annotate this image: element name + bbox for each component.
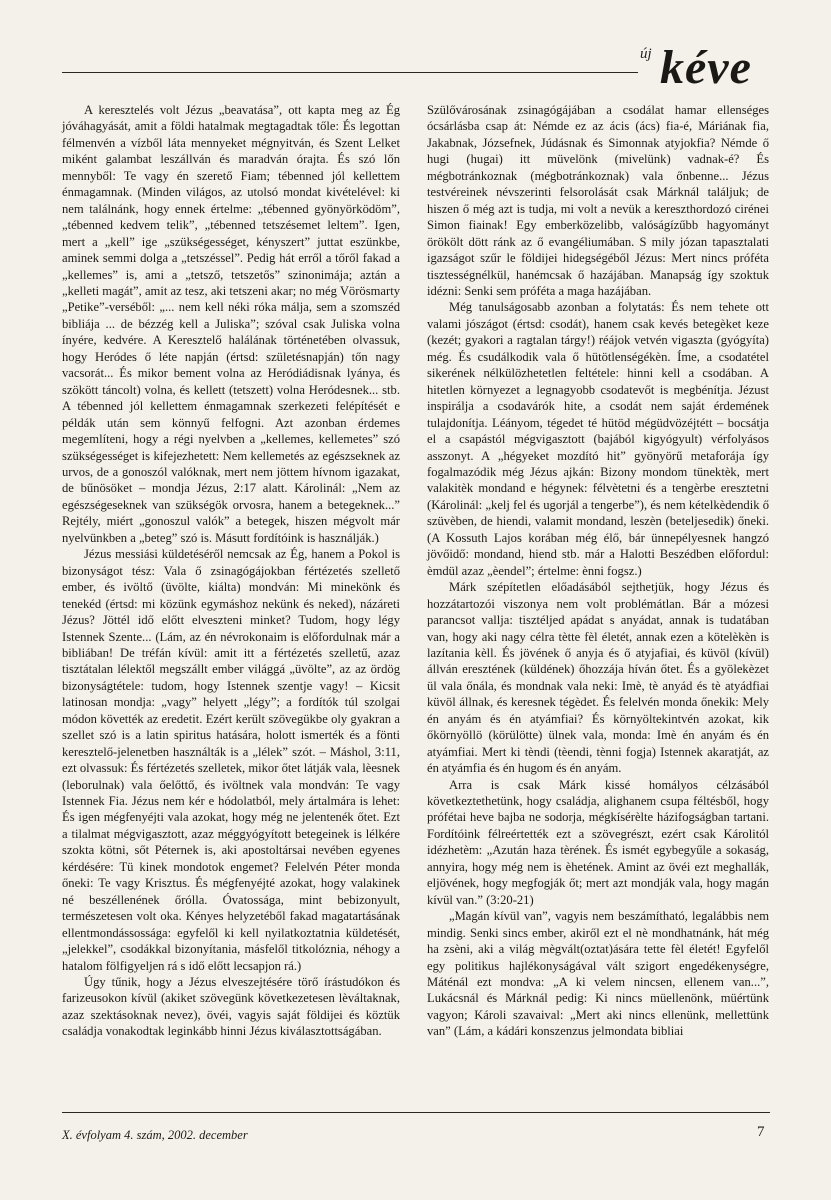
masthead-rule	[62, 72, 638, 73]
left-column	[62, 102, 400, 1040]
paragraph: A keresztelés volt Jézus „beavatása”, ott kapta meg az Ég jóváhagyását, amit a földi hatalmak megtagadtak tőle: És legottan félmenvén a vízből láta mennyeket mégnyitván, és Szent Lelket miként galambat leszállván és maradván órajta. És szó lőn mennyből: Te vagy én szerető Fiam; tébenned jól kellettem énmagamnak. (Minden világos, az utolsó mondat kivételével: ki nem találnánk, hogy ennek értelme: „tébenned gyönyörködöm”, „tébenned kedvem telik”, „tébenned tetszésemet leltem”. Igen, mert a „kell” ige „szükségességet, kényszert” juttat eszünkbe, aminek semmi dolga a „tetszéssel”. Pedig hát erről a tőről fakad a „kellemes” is, ami a „tetsző, tetszetős” szinonimája; aztán a „kelleti magát”, amit az tesz, aki tetszeni akar; no még Vörösmarty „Petike”-verséből: „... nem kell néki róka málja, sem a szomszéd bibliája ... de bézzég kell a Juliska”; szóval csak Juliska volna ínyére, kedvére. A Keresztelő halálának történetében olvassuk, hogy Heródes ő léte napján (értsd: születésnapján) tőn nagy vacsorát... És mikor bement volna az Heródiádisnak lyánya, és szökött táncolt) volna, és kellett (tetszett) volna Heródesnek... stb. A tébenned jól kellettem énmagamnak szerkezeti felépítését e példák után sem könnyű felfogni. Azt azonban érdemes megemlíteni, hogy a régi nyelvben a „kellemes, kellemetes” szó szükségességet is kifejezhetett: Nem kellemetés az egészseknek az urvos, de a gonoszól valóknak, mert nem jöttem hívnom igazakat, de bűnösöket – mondja Jézus, 2:17 alatt. Károlinál: „Nem az egészségeseknek van szükségök orvosra, hanem a betegeknek...” Rejtély, miért „gonoszul valók” a betegek, hiszen mégvolt már nyelvünkben a „beteg” szó is. Másutt fordítóink is használják.)	[62, 103, 400, 545]
paragraph: Márk szépítetlen előadásából sejthetjük, hogy Jézus és hozzátartozói viszonya nem volt problémátlan. Bár a mózesi parancsot vallja: tisztéljed apádat s anyádat, annak is tudatában van, hogy aki nagy célra tètte fèl életét, annak ezen a kötelèkèn is lazítania kèll. És jövének ő anyja és ő atyjafiai, és küvöl (kívül) állván eresztének (küldének) őhozzája híván őtet. És a gyölekèzet ül vala őnála, és mondnak vala neki: Imè, tè anyád és tè atyádfiai küvöl állnak, és keresnek tégèdet. És felelvén monda őnekik: Mely én anyám és én atyámfiai? És környöltekintvén azokat, kik őkörnyöllö (körülötte) ülnek vala, monda: Imè én anyám és én atyámfiai. Mert ki tèndi (tèendi, tènni fogja) Istennek akaratját, az én atyámfia és én hugom és én anyám.	[427, 580, 769, 776]
paragraph: Úgy tűnik, hogy a Jézus elveszejtésére törő írástudókon és farizeusokon kívül (akiket szövegünk következetesen lèváltaknak, azaz szektásoknak nevez), övéi, vagyis saját földijei és köztük családja vonakodtak leginkább hinni Jézus kiválasztottságában.	[62, 975, 400, 1039]
paragraph: „Magán kívül van”, vagyis nem beszámítható, legalábbis nem mindig. Senki sincs ember, akiről ezt el nè mondhatnánk, hát még ha zsèni, aki a világ mègvált(oztat)ására tette fèl életét! Egyfelől egy politikus hajlékonyságával vált szigort engedékenységre, Máténál ezt mondva: „A ki velem nincsen, ellenem van...”, Lukácsnál és Márknál pedig: Ki nincs müellenönk, müértünk vagyon; Károli szavaival: „Mert aki nincs ellenünk, mellettünk van” (Lám, a kádári konszenzus jelmondata bibliai	[427, 909, 769, 1039]
right-column	[427, 102, 769, 1040]
paragraph: Jézus messiási küldetéséről nemcsak az Ég, hanem a Pokol is bizonyságot tész: Vala ő zsinagógájokban fértézetés szellető ember, és ivöltő (üvölte, kiálta) mondván: Mi minekönk és tenekéd (értsd: mi közünk egymáshoz nekünk és neked), názáreti Jézus? Jöttél idő előtt elveszteni minket? Tudom, hogy légy Istennek Szente... (Lám, az én névrokonaim is előfordulnak már a bibliában! De tréfán kívül: amit itt a fértézetés szelletű, azaz tisztátalan lélektől megszállt ember világgá „üvölte”, az az ördög bizonyságtétele: tudom, hogy Istennek szentje vagy! – Kicsit latinosan mondja: „vagy” helyett „légy”; a fordítók túl szolgai módon követték az eredetit. Ezért került szövegükbe oly gyakran a szellet szó is a latin spiritus hatására, holott ismerték és a fönti keresztelő-jelenetben használták is a „lélek” szót. – Máshol, 3:11, ezt olvassuk: És fértézetés szelletek, mikor őtet látják vala, lèesnek (leborulnak) vala őelőttő, és ivöltnek vala mondván: Te vagy Istennek Fia. Jézus nem kér e hódolatból, mely ártalmára is lehet: És igen mégfenyéjti vala azokat, hogy még ne jelentenék őtet. Ezt a tilalmat mégvigasztott, azaz méggyógyított betegeinek is lélkére szokta kötni, sőt Péternek is, aki apostoltársai nevében egyenes kérdésére: Tü kinek mondotok engemet? Felelvén Péter monda őneki: Te vagy Krisztus. És mégfenyéjté azokat, hogy valakinek né beszéllenének őrólla. Óvatossága, mint bebizonyult, természetesen volt oka. Kényes helyzetéből fakad magatartásának ellentmondássossága: egyfelől ki kell nyilatkoztatnia küldetését, „jelekkel”, csodákkal bizonyítania, másfelől titkolóznia, néhogy a hatalom fölfigyeljen rá s idő előtt lecsapjon rá.)	[62, 547, 400, 973]
paragraph: Szülővárosának zsinagógájában a csodálat hamar ellenséges ócsárlásba csap át: Némde ez az ácis (ács) fia-é, Máriának fia, Jakabnak, Józsefnek, Júdásnak és Simonnak atyjokfia? Némde ő hugi (hugai) itt müvelönk (mivelünk) vadnak-é? És mégbotránkoznak (mégbotránkoznak) vala őnbenne... Jézus testvéreinek névszerinti felsorolását csak Márknál találjuk; de hiszen ő még azt is tudja, mi volt a nevük a kereszthordozó cirénei Simon fiainak! Egy emberközelibb, valóságízűbb hagyományt örökölt dött ránk az ő evangéliumában. S mily józan tapasztalati igazságot szűr le földijei hidegségéből Jézus: Mert nincs próféta tisztességnélkül, hanémcsak ő hazájában. Manapság így szoktuk idézni: Senki sem próféta a maga hazájában.	[427, 103, 769, 298]
footer-rule	[62, 1112, 770, 1113]
masthead-small-text: új	[640, 46, 652, 62]
masthead-logo: kéve	[660, 41, 752, 94]
footer-issue-info: X. évfolyam 4. szám, 2002. december	[62, 1128, 248, 1142]
paragraph: Még tanulságosabb azonban a folytatás: És nem tehete ott valami jószágot (értsd: csodát), hanem csak kevés betegèket keze (kezét; gyakori a ragtalan tárgy!) réájok vetvén vigaszta (gyógyíta) még. És csudálkodik vala ő hütötlenségékèn. Íme, a csodatétel sikerének nélkülözhetetlen feltétele: hinni kell a csodában. A hitetlen környezet a legnagyobb csodatevőt is megbénítja. Jézust inspirálja a csodavárók hite, a csodát nem saját érdemének tulajdonítja. Léányom, tégedet té hütöd mégüdvözéjtétt – bocsátja el a csapástól mégvigasztott (bajából kigyógyult) vérfolyásos asszonyt. A „hégyeket mozdító hit” gyönyörű metaforája így fogalmazódik még Jézus ajkán: Bizony mondom tünektèk, mert valakitèk mondand e hégynek: félvètetni és a tengèrbe eresztetni (Károlinál: „kelj fel és ugorjál a tengerbe”), és nem kételkèdendik ő szüvèben, de hiendi, valamit mondand, leszèn (beteljesedik) őneki. (A Kossuth Lajos korában még élő, bár ünnepélyesnek hangzó jövőidő: mondand, hiend stb. már a Halotti Beszédben előfordul: èmdül azaz „èendel”; értelme: ènni fogsz.)	[427, 300, 769, 578]
page-number: 7	[757, 1124, 765, 1140]
paragraph: Arra is csak Márk kissé homályos célzásából következtethetünk, hogy családja, alighanem csupa féltésből, hogy prófétai heve bajba ne sodorja, mégkísérèlte házifogságban tartani. Fordítóink félreértették ezt a szövegrészt, ezért csak Károlitól idézhetèm: „Azután haza tèrének. És ismét egybegyűle a sokaság, annyira, hogy még nem is èhetének. Amint az övéi ezt meghallák, eljövének, hogy megfogják őt; mert azt mondják vala, hogy magán kívül van.” (3:20-21)	[427, 777, 769, 907]
